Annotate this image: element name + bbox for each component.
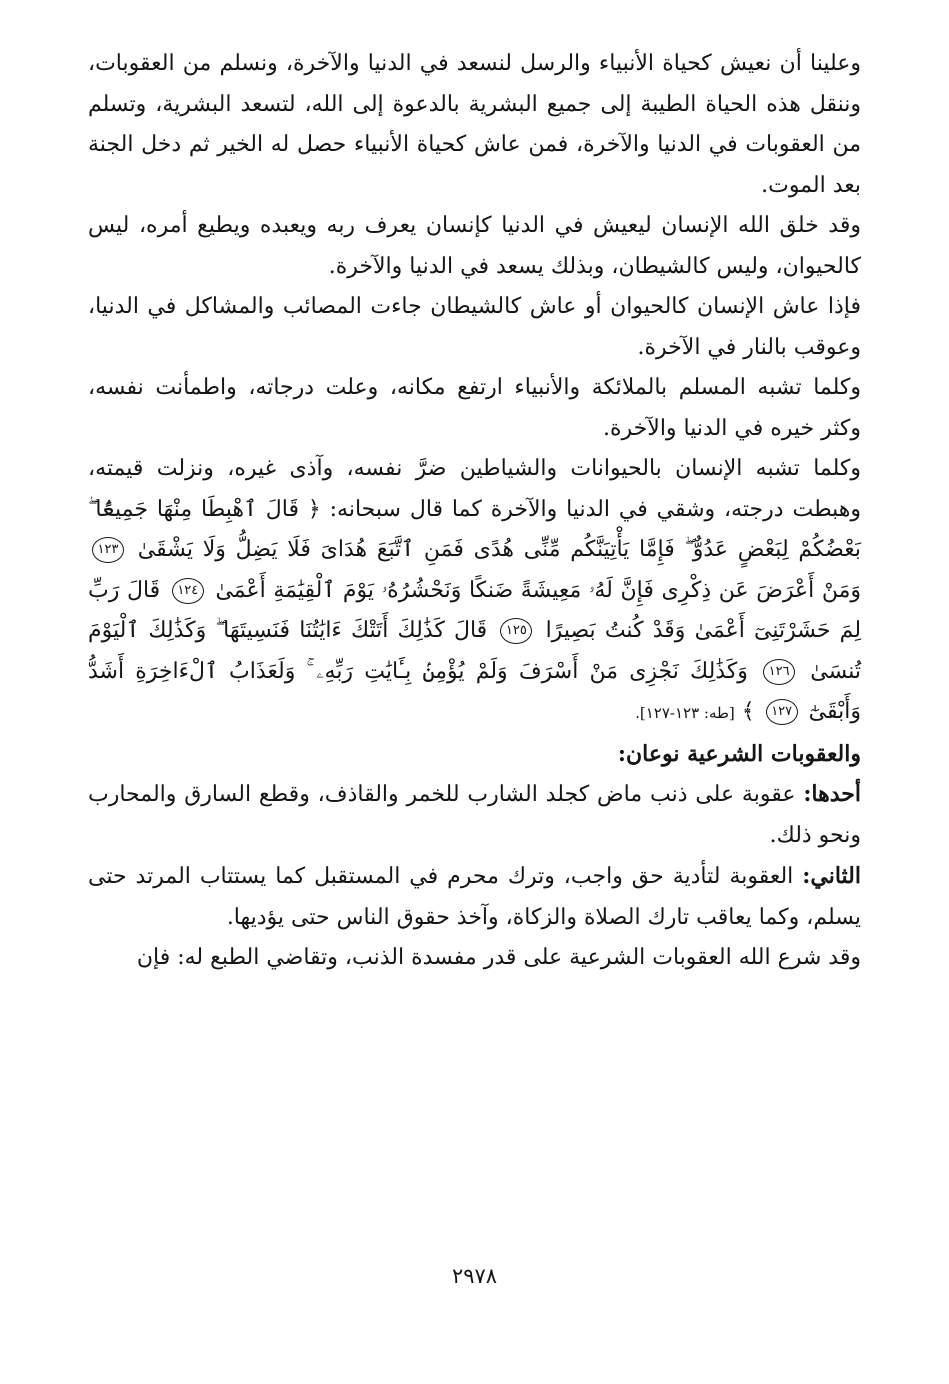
quran-verse-text: قَالَ رَبِّ لِمَ حَشَرْتَنِىٓ أَعْمَىٰ وَقَدْ كُنتُ بَصِيرًا [88,577,862,643]
quran-passage [88,497,861,725]
punishment-type-second [88,856,861,938]
verse-number-marker: ١٢٥ [500,618,532,644]
verse-number-marker: ١٢٧ [766,699,798,725]
paragraph-quran-citation [88,449,861,734]
paragraph-animal-devil-life: فإذا عاش الإنسان كالحيوان أو عاش كالشيطان جاءت المصائب والمشاكل في الدنيا، وعوقب بالنار في الآخرة. [88,294,861,360]
paragraph-creation-purpose: وقد خلق الله الإنسان ليعيش في الدنيا كإنسان يعرف ربه ويعبده ويطيع أمره، ليس كالحيوان، وليس كالشيطان، وبذلك يسعد في الدنيا والآخرة. [88,213,861,279]
paragraph-prophets-life: وعلينا أن نعيش كحياة الأنبياء والرسل لنسعد في الدنيا والآخرة، ونسلم من العقوبات، وننقل هذه الحياة الطيبة إلى جميع البشرية بالدعوة إلى الله، لتسعد البشرية، وتسلم من العقوبات في الدنيا والآخرة، فمن عاش كحياة الأنبياء حصل له الخير ثم دخل الجنة بعد الموت. [88,51,861,198]
body-text [88,44,861,979]
type-label: الثاني: [802,863,861,889]
verse-number-marker: ١٢٦ [763,659,795,685]
type-label: أحدها: [803,781,861,807]
quran-reference: [طه: ١٢٣-١٢٧]. [635,704,735,722]
verse-number-marker: ١٢٤ [172,578,204,604]
quran-verse-text: وَكَذَٰلِكَ نَجْزِى مَنْ أَسْرَفَ وَلَمْ يُؤْمِنۢ بِـَٔايَٰتِ رَبِّهِۦ ۚ وَلَعَذَابُ ٱلْءَاخِرَةِ أَشَدُّ وَأَبْقَىٰٓ [88,658,861,724]
quran-verse-text: قَالَ كَذَٰلِكَ أَتَتْكَ ءَايَٰتُنَا فَنَسِيتَهَا ۖ وَكَذَٰلِكَ ٱلْيَوْمَ تُنسَىٰ [88,618,862,684]
quran-intro: وكلما تشبه الإنسان بالحيوانات والشياطين ضرَّ نفسه، وآذى غيره، ونزلت قيمته، وهبطت درجته، وشقي في الدنيا والآخرة كما قال سبحانه: [88,456,861,522]
verse-number-marker: ١٢٣ [92,537,124,563]
quran-close-bracket: ﴾ [741,699,755,724]
quran-open-bracket: ﴿ [307,496,321,522]
paragraph-final: وقد شرع الله العقوبات الشرعية على قدر مفسدة الذنب، وتقاضي الطبع له: فإن [136,945,861,970]
section-heading: والعقوبات الشرعية نوعان: [617,740,861,767]
type-text: عقوبة على ذنب ماض كجلد الشارب للخمر والقاذف، وقطع السارق والمحارب ونحو ذلك. [88,782,861,848]
page-number: ٢٩٧٨ [451,1264,498,1288]
quran-verse-text: قَالَ ٱهْبِطَا مِنْهَا جَمِيعًۢا ۖ بَعْضُكُمْ لِبَعْضٍ عَدُوٌّ ۖ فَإِمَّا يَأْتِيَنَّكُم مِّنِّى هُدًى فَمَنِ ٱتَّبَعَ هُدَاىَ فَلَا يَضِلُّ وَلَا يَشْقَىٰ [88,496,861,562]
punishment-type-first [88,774,861,856]
quran-verse-text: وَمَنْ أَعْرَضَ عَن ذِكْرِى فَإِنَّ لَهُۥ مَعِيشَةً ضَنكًا وَنَحْشُرُهُۥ يَوْمَ ٱلْقِيَٰمَةِ أَعْمَىٰ [215,577,861,603]
type-text: العقوبة لتأدية حق واجب، وترك محرم في المستقبل كما يستتاب المرتد حتى يسلم، وكما يعاقب تارك الصلاة والزكاة، وآخذ حقوق الناس حتى يؤديها. [88,864,861,930]
paragraph-angels-resemblance: وكلما تشبه المسلم بالملائكة والأنبياء ارتفع مكانه، وعلت درجاته، واطمأنت نفسه، وكثر خيره في الدنيا والآخرة. [88,375,861,441]
